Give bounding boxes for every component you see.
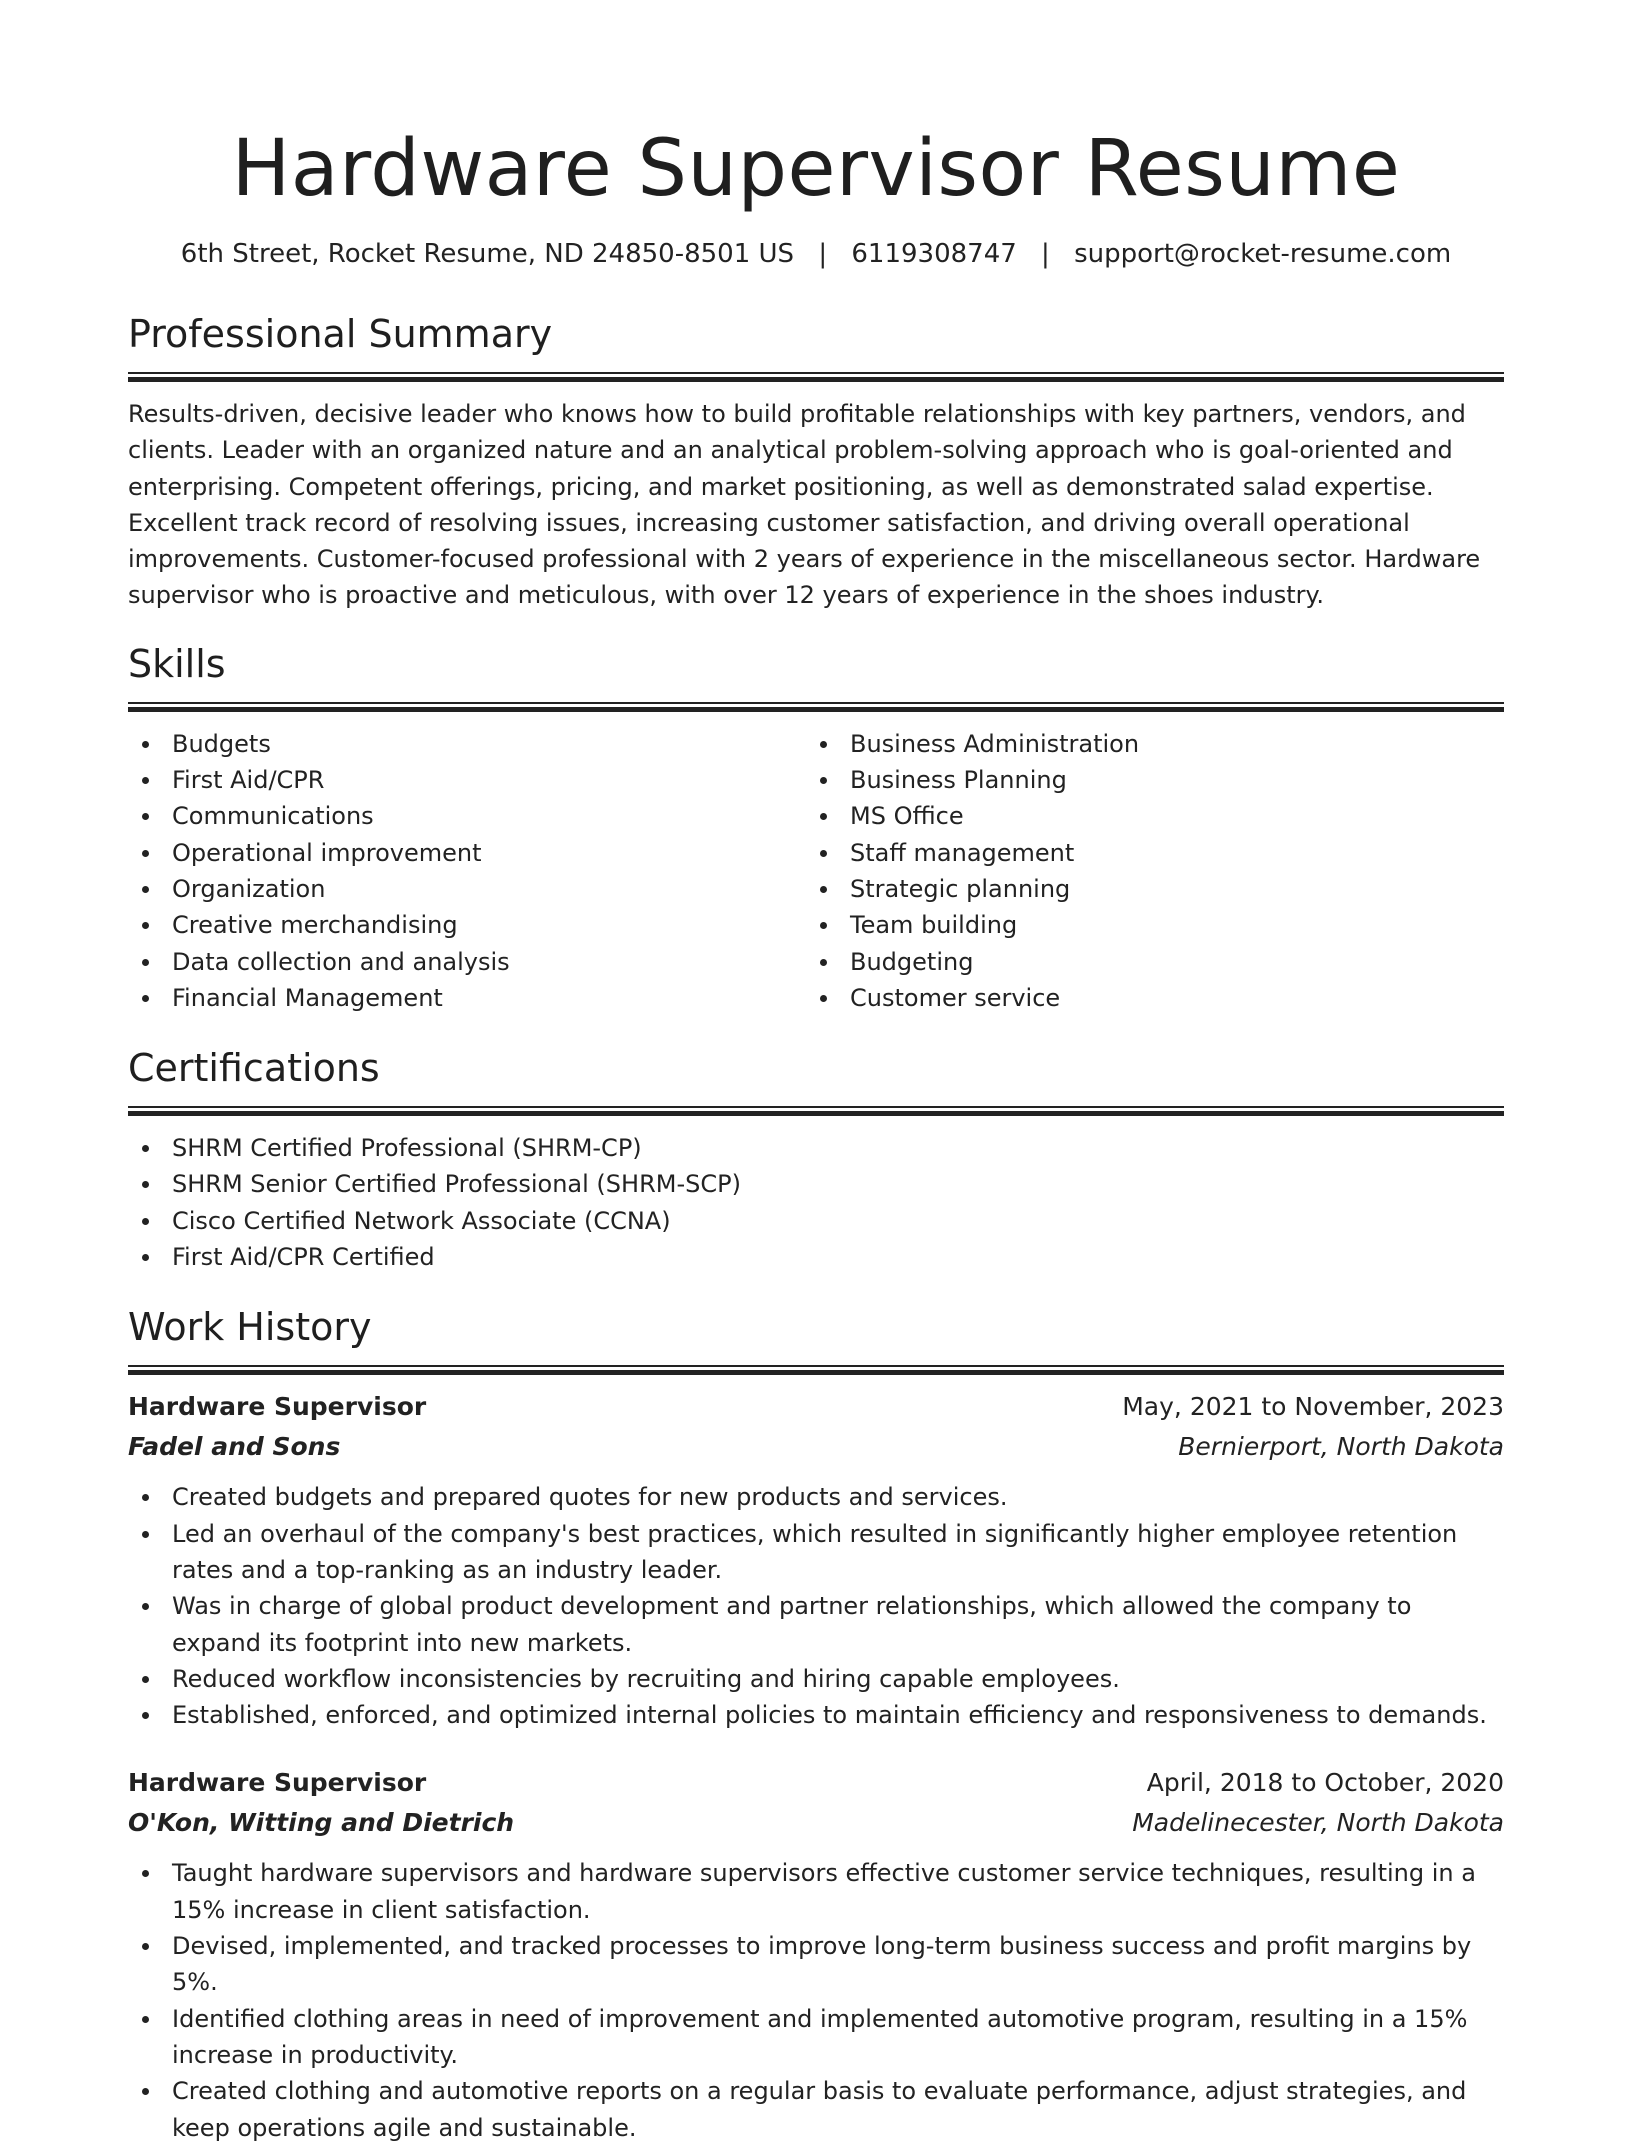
skill-item: First Aid/CPR: [128, 762, 806, 798]
job-title: Hardware Supervisor: [128, 1392, 427, 1422]
job-bullet: Devised, implemented, and tracked processes to improve long-term business success and profit margins by 5%.: [128, 1928, 1504, 2001]
section-heading-certifications: Certifications: [128, 1046, 380, 1091]
summary-text: Results-driven, decisive leader who knows how to build profitable relationships with key partners, vendors, and clients. Leader with an organized nature and an analytical problem-solving approach who is goal-oriented and enterprising. Competent offerings, pricing, and market positioning, as well as demonstrated salad expertise. Excellent track record of resolving issues, increasing customer satisfaction, and driving overall operational improvements. Customer-focused professional with 2 years of experience in the miscellaneous sector. Hardware supervisor who is proactive and meticulous, with over 12 years of experience in the shoes industry.: [128, 400, 1481, 610]
section-heading-work-history: Work History: [128, 1305, 372, 1350]
certification-item: Cisco Certified Network Associate (CCNA): [128, 1203, 1504, 1239]
skills-columns: [128, 726, 1504, 1016]
job-location: Bernierport, North Dakota: [1178, 1432, 1504, 1462]
skill-item: Communications: [128, 798, 806, 834]
job-company: O'Kon, Witting and Dietrich: [128, 1808, 515, 1838]
skill-item: Data collection and analysis: [128, 944, 806, 980]
job-bullet-list: [128, 1479, 1504, 1733]
certification-item: First Aid/CPR Certified: [128, 1239, 1504, 1275]
job-header-row: [128, 1763, 1504, 1803]
work-history-section: [128, 1303, 1504, 2145]
section-heading-skills: Skills: [128, 641, 226, 686]
section-divider: [128, 372, 1504, 382]
job-entry: [128, 1387, 1504, 1733]
contact-address: 6th Street, Rocket Resume, ND 24850-8501 US: [180, 239, 795, 269]
skill-item: Team building: [806, 907, 1484, 943]
job-header-row: [128, 1387, 1504, 1427]
skill-item: Business Administration: [806, 726, 1484, 762]
contact-email: support@rocket-resume.com: [1074, 239, 1452, 269]
job-bullet: Taught hardware supervisors and hardware supervisors effective customer service techniques, resulting in a 15% increase in client satisfaction.: [128, 1855, 1504, 1928]
skill-item: Financial Management: [128, 980, 806, 1016]
job-subheader-row: [128, 1427, 1504, 1467]
job-bullet: Created budgets and prepared quotes for new products and services.: [128, 1479, 1504, 1515]
certifications-list: [128, 1130, 1504, 1275]
skills-list-right: [806, 726, 1484, 1016]
job-bullet-list: [128, 1855, 1504, 2145]
contact-separator: |: [1041, 239, 1050, 269]
contact-line: [128, 236, 1504, 272]
job-bullet: Was in charge of global product development and partner relationships, which allowed the company to expand its footprint into new markets.: [128, 1588, 1504, 1661]
certifications-section: [128, 1044, 1504, 1275]
section-divider: [128, 1365, 1504, 1375]
resume-page: [128, 0, 1504, 2146]
skill-item: MS Office: [806, 798, 1484, 834]
job-subheader-row: [128, 1803, 1504, 1843]
skills-section: [128, 640, 1504, 1016]
job-bullet: Established, enforced, and optimized internal policies to maintain efficiency and responsiveness to demands.: [128, 1697, 1504, 1733]
section-divider: [128, 702, 1504, 712]
job-location: Madelinecester, North Dakota: [1132, 1808, 1504, 1838]
summary-section: [128, 310, 1504, 614]
job-dates: May, 2021 to November, 2023: [1122, 1392, 1504, 1422]
skill-item: Business Planning: [806, 762, 1484, 798]
section-divider: [128, 1106, 1504, 1116]
certification-item: SHRM Certified Professional (SHRM-CP): [128, 1130, 1504, 1166]
contact-phone: 6119308747: [851, 239, 1017, 269]
skills-list-left: [128, 726, 806, 1016]
skill-item: Budgets: [128, 726, 806, 762]
job-bullet: Created clothing and automotive reports on a regular basis to evaluate performance, adjust strategies, and keep operations agile and sustainable.: [128, 2073, 1504, 2146]
skill-item: Strategic planning: [806, 871, 1484, 907]
job-bullet: Led an overhaul of the company's best practices, which resulted in significantly higher employee retention rates and a top-ranking as an industry leader.: [128, 1516, 1504, 1589]
contact-separator: |: [818, 239, 828, 269]
job-bullet: Reduced workflow inconsistencies by recruiting and hiring capable employees.: [128, 1661, 1504, 1697]
skill-item: Staff management: [806, 835, 1484, 871]
certification-item: SHRM Senior Certified Professional (SHRM-SCP): [128, 1166, 1504, 1202]
skill-item: Operational improvement: [128, 835, 806, 871]
resume-title: Hardware Supervisor Resume: [231, 124, 1401, 214]
section-heading-summary: Professional Summary: [128, 312, 553, 356]
skill-item: Organization: [128, 871, 806, 907]
skill-item: Creative merchandising: [128, 907, 806, 943]
skill-item: Budgeting: [806, 944, 1484, 980]
job-company: Fadel and Sons: [128, 1432, 341, 1462]
skill-item: Customer service: [806, 980, 1484, 1016]
job-title: Hardware Supervisor: [128, 1768, 427, 1798]
job-bullet: Identified clothing areas in need of improvement and implemented automotive program, resulting in a 15% increase in productivity.: [128, 2001, 1504, 2074]
job-entry: [128, 1763, 1504, 2145]
job-dates: April, 2018 to October, 2020: [1146, 1768, 1504, 1798]
